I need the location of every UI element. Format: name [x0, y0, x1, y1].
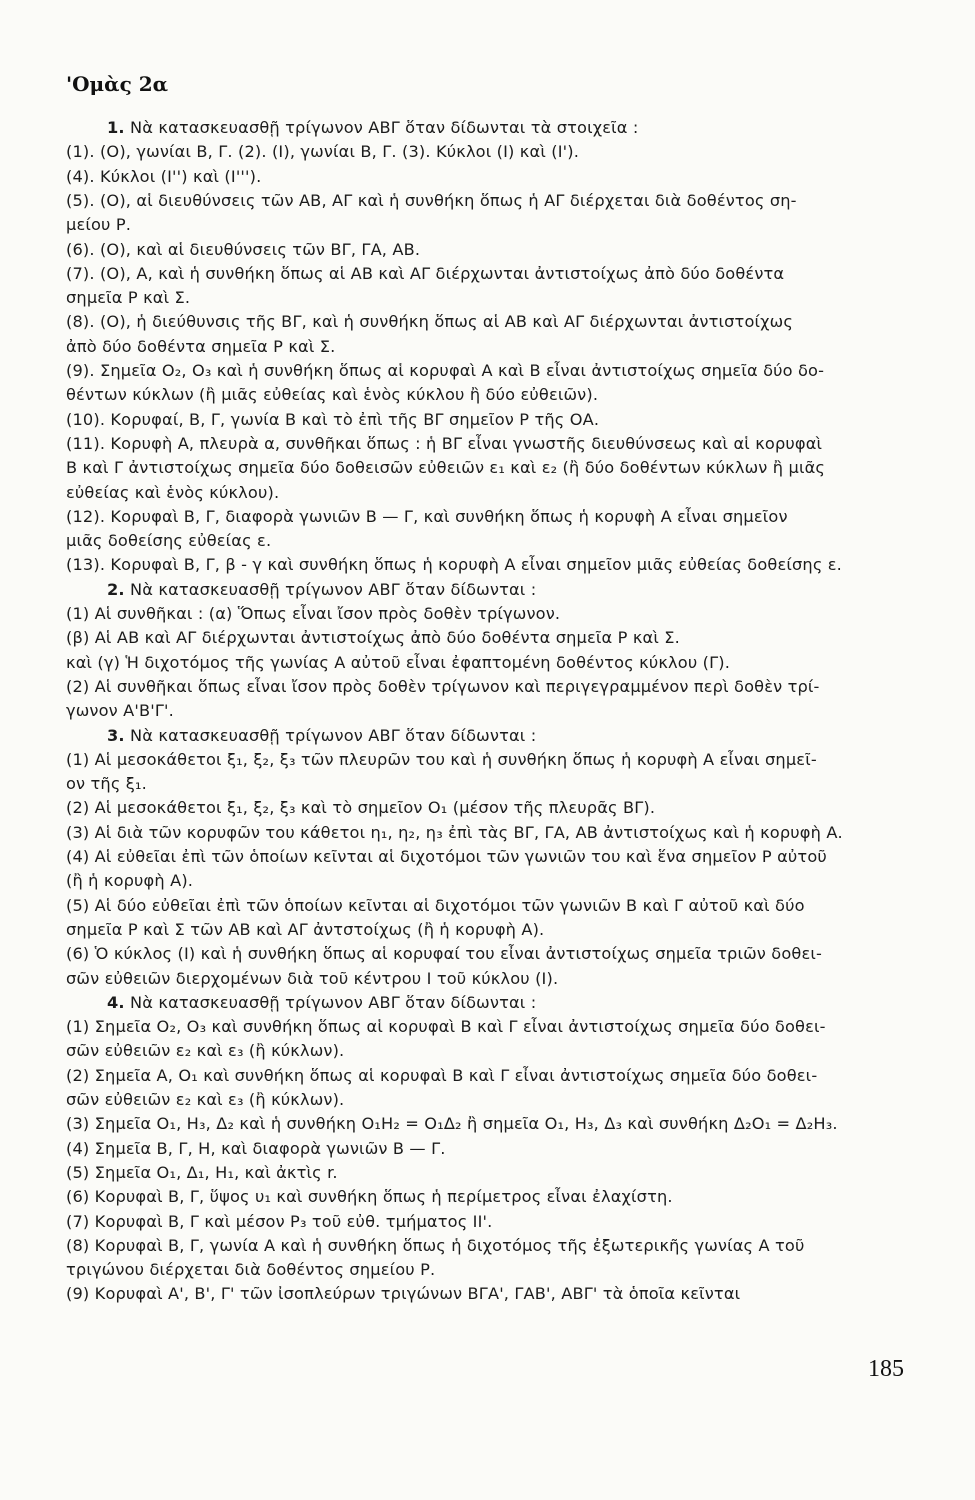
text-line: [66, 408, 914, 432]
line-text: (5). (Ο), αἱ διευθύνσεις τῶν ΑΒ, ΑΓ καὶ ἡ συνθήκη ὅπως ἡ ΑΓ διέρχεται διὰ δοθέντος ση-: [66, 190, 797, 210]
line-text: (6). (Ο), καὶ αἱ διευθύνσεις τῶν ΒΓ, ΓΑ, ΑΒ.: [66, 239, 421, 259]
text-line: [66, 748, 914, 772]
line-text: (1) Αἱ μεσοκάθετοι ξ₁, ξ₂, ξ₃ τῶν πλευρῶν του καὶ ἡ συνθήκη ὅπως ἡ κορυφὴ Α εἶναι σημεῖ-: [66, 749, 817, 769]
line-text: καὶ (γ) Ἡ διχοτόμος τῆς γωνίας Α αὐτοῦ εἶναι ἐφαπτομένη δοθέντος κύκλου (Γ).: [66, 652, 731, 672]
text-line: [66, 967, 914, 991]
text-line: [66, 796, 914, 820]
line-text: Νὰ κατασκευασθῇ τρίγωνον ΑΒΓ ὅταν δίδωνται :: [124, 579, 537, 599]
line-text: ἀπὸ δύο δοθέντα σημεῖα Ρ καὶ Σ.: [66, 336, 336, 356]
line-text: (10). Κορυφαί, Β, Γ, γωνία Β καὶ τὸ ἐπὶ τῆς ΒΓ σημεῖον Ρ τῆς ΟΑ.: [66, 409, 600, 429]
line-text: (5) Σημεῖα Ο₁, Δ₁, Η₁, καὶ ἀκτὶς r.: [66, 1162, 338, 1182]
line-text: (2) Σημεῖα Α, Ο₁ καὶ συνθήκη ὅπως αἱ κορυφαὶ Β καὶ Γ εἶναι ἀντιστοίχως σημεῖα δύο δοθει-: [66, 1065, 818, 1085]
text-line: [66, 821, 914, 845]
line-text: εὐθείας καὶ ἑνὸς κύκλου).: [66, 482, 280, 502]
text-line: [66, 359, 914, 383]
text-line: [66, 772, 914, 796]
text-line: [66, 238, 914, 262]
line-text: (6) Κορυφαὶ Β, Γ, ὕψος υ₁ καὶ συνθήκη ὅπως ἡ περίμετρος εἶναι ἐλαχίστη.: [66, 1187, 673, 1207]
line-text: (β) Αἱ ΑΒ καὶ ΑΓ διέρχωνται ἀντιστοίχως ἀπὸ δύο δοθέντα σημεῖα Ρ καὶ Σ.: [66, 628, 680, 648]
line-text: σημεῖα Ρ καὶ Σ τῶν ΑΒ καὶ ΑΓ ἀντστοίχως (ἢ ἡ κορυφὴ Α).: [66, 919, 545, 939]
text-line: [66, 651, 914, 675]
text-line: [66, 310, 914, 334]
line-text: τριγώνου διέρχεται διὰ δοθέντος σημείου Ρ.: [66, 1260, 436, 1280]
line-text: θέντων κύκλων (ἢ μιᾶς εὐθείας καὶ ἑνὸς κύκλου ἢ δύο εὐθειῶν).: [66, 385, 599, 405]
text-line: [66, 1210, 914, 1234]
line-text: (2) Αἱ μεσοκάθετοι ξ₁, ξ₂, ξ₃ καὶ τὸ σημεῖον Ο₁ (μέσον τῆς πλευρᾶς ΒΓ).: [66, 798, 656, 818]
text-line: [66, 1039, 914, 1063]
line-text: (12). Κορυφαὶ Β, Γ, διαφορὰ γωνιῶν Β — Γ, καὶ συνθήκη ὅπως ἡ κορυφὴ Α εἶναι σημεῖον: [66, 506, 788, 526]
text-line: [66, 894, 914, 918]
exercise-heading-line: [107, 116, 914, 140]
text-line: [66, 918, 914, 942]
line-text: (3) Σημεῖα Ο₁, Η₃, Δ₂ καὶ ἡ συνθήκη Ο₁Η₂ = Ο₁Δ₂ ἢ σημεῖα Ο₁, Η₃, Δ₃ καὶ συνθήκη Δ₂Ο₁ = Δ₂Η₃.: [66, 1114, 838, 1134]
text-line: [66, 869, 914, 893]
text-line: [66, 481, 914, 505]
line-text: μιᾶς δοθείσης εὐθείας ε.: [66, 531, 272, 551]
line-text: μείου Ρ.: [66, 215, 132, 235]
exercise-heading-line: [107, 724, 914, 748]
text-line: [66, 529, 914, 553]
line-text: Νὰ κατασκευασθῇ τρίγωνον ΑΒΓ ὅταν δίδωνται τὰ στοιχεῖα :: [124, 118, 639, 137]
line-text: (7) Κορυφαὶ Β, Γ καὶ μέσον Ρ₃ τοῦ εὐθ. τμήματος ΙΙ'.: [66, 1211, 493, 1231]
line-text: σῶν εὐθειῶν ε₂ καὶ ε₃ (ἢ κύκλων).: [66, 1090, 345, 1109]
text-line: [66, 942, 914, 966]
line-text: Νὰ κατασκευασθῇ τρίγωνον ΑΒΓ ὅταν δίδωνται :: [124, 725, 537, 745]
text-line: [66, 1234, 914, 1258]
text-line: [66, 1161, 914, 1185]
exercise-heading-line: [107, 991, 914, 1015]
text-line: [66, 1258, 914, 1282]
text-line: [66, 1137, 914, 1161]
text-line: [66, 286, 914, 310]
line-text: (3) Αἱ διὰ τῶν κορυφῶν του κάθετοι η₁, η₂, η₃ ἐπὶ τὰς ΒΓ, ΓΑ, ΑΒ ἀντιστοίχως καὶ ἡ κορυφὴ Α.: [66, 822, 843, 842]
text-line: [66, 383, 914, 407]
line-text: (8) Κορυφαὶ Β, Γ, γωνία Α καὶ ἡ συνθήκη ὅπως ἡ διχοτόμος τῆς ἐξωτερικῆς γωνίας Α τοῦ: [66, 1235, 805, 1255]
line-text: Β καὶ Γ ἀντιστοίχως σημεῖα δύο δοθεισῶν εὐθειῶν ε₁ καὶ ε₂ (ἢ δύο δοθέντων κύκλων ἢ μιᾶς: [66, 458, 826, 478]
text-line: [66, 602, 914, 626]
line-text: (4) Σημεῖα Β, Γ, Η, καὶ διαφορὰ γωνιῶν Β — Γ.: [66, 1138, 446, 1158]
line-text: Νὰ κατασκευασθῇ τρίγωνον ΑΒΓ ὅταν δίδωνται :: [124, 992, 537, 1012]
exercise-heading-line: [107, 578, 914, 602]
line-text: (11). Κορυφὴ Α, πλευρὰ α, συνθῆκαι ὅπως : ἡ ΒΓ εἶναι γνωστῆς διευθύνσεως καὶ αἱ κορυφαὶ: [66, 433, 823, 453]
line-text: (2) Αἱ συνθῆκαι ὅπως εἶναι ἴσον πρὸς δοθὲν τρίγωνον καὶ περιγεγραμμένον περὶ δοθὲν τρί-: [66, 676, 820, 696]
line-text: (9). Σημεῖα Ο₂, Ο₃ καὶ ἡ συνθήκη ὅπως αἱ κορυφαὶ Α καὶ Β εἶναι ἀντιστοίχως σημεῖα δύο δο-: [66, 361, 825, 380]
exercise-number: 4.: [107, 992, 125, 1012]
line-text: (4). Κύκλοι (Ι'') καὶ (Ι''').: [66, 166, 262, 186]
text-line: [66, 189, 914, 213]
line-text: (9) Κορυφαὶ Α', Β', Γ' τῶν ἰσοπλεύρων τριγώνων ΒΓΑ', ΓΑΒ', ΑΒΓ' τὰ ὁποῖα κεῖνται: [66, 1284, 741, 1304]
line-text: (1) Αἱ συνθῆκαι : (α) Ὅπως εἶναι ἴσον πρὸς δοθὲν τρίγωνον.: [66, 604, 561, 623]
exercise-number: 1.: [107, 118, 125, 137]
line-text: σῶν εὐθειῶν ε₂ καὶ ε₃ (ἢ κύκλων).: [66, 1041, 345, 1061]
text-line: [66, 1282, 914, 1306]
line-text: (6) Ὁ κύκλος (Ι) καὶ ἡ συνθήκη ὅπως αἱ κορυφαί του εἶναι ἀντιστοίχως σημεῖα τριῶν δοθει-: [66, 944, 822, 964]
line-text: γωνον Α'Β'Γ'.: [66, 701, 174, 721]
text-line: [66, 165, 914, 189]
text-line: [66, 1112, 914, 1136]
exercise-number: 3.: [107, 725, 125, 745]
text-line: [66, 262, 914, 286]
line-text: σῶν εὐθειῶν διερχομένων διὰ τοῦ κέντρου Ι τοῦ κύκλου (Ι).: [66, 968, 559, 988]
text-line: [66, 675, 914, 699]
line-text: (1). (Ο), γωνίαι Β, Γ. (2). (Ι), γωνίαι Β, Γ. (3). Κύκλοι (Ι) καὶ (Ι').: [66, 142, 579, 162]
line-text: (7). (Ο), Α, καὶ ἡ συνθήκη ὅπως αἱ ΑΒ καὶ ΑΓ διέρχωνται ἀντιστοίχως ἀπὸ δύο δοθέντα: [66, 263, 785, 283]
line-text: (4) Αἱ εὐθεῖαι ἐπὶ τῶν ὁποίων κεῖνται αἱ διχοτόμοι τῶν γωνιῶν του καὶ ἕνα σημεῖον Ρ αὐτοῦ: [66, 847, 827, 866]
text-line: [66, 140, 914, 164]
line-text: (13). Κορυφαὶ Β, Γ, β - γ καὶ συνθήκη ὅπως ἡ κορυφὴ Α εἶναι σημεῖον μιᾶς εὐθείας δοθείσης ε.: [66, 555, 842, 575]
line-text: σημεῖα Ρ καὶ Σ.: [66, 288, 191, 308]
text-line: [66, 213, 914, 237]
line-text: (1) Σημεῖα Ο₂, Ο₃ καὶ συνθήκη ὅπως αἱ κορυφαὶ Β καὶ Γ εἶναι ἀντιστοίχως σημεῖα δύο δοθει-: [66, 1017, 826, 1037]
text-line: [66, 1064, 914, 1088]
text-line: [66, 553, 914, 577]
text-line: [66, 456, 914, 480]
section-title: 'Ομὰς 2α: [66, 72, 169, 96]
exercise-number: 2.: [107, 579, 125, 599]
line-text: (ἢ ἡ κορυφὴ Α).: [66, 871, 194, 891]
line-text: ον τῆς ξ₁.: [66, 774, 147, 794]
page-number: 185: [868, 1356, 904, 1382]
text-line: [66, 1088, 914, 1112]
text-line: [66, 626, 914, 650]
text-line: [66, 432, 914, 456]
text-line: [66, 335, 914, 359]
text-line: [66, 699, 914, 723]
text-line: [66, 1185, 914, 1209]
text-line: [66, 505, 914, 529]
line-text: (8). (Ο), ἡ διεύθυνσις τῆς ΒΓ, καὶ ἡ συνθήκη ὅπως αἱ ΑΒ καὶ ΑΓ διέρχωνται ἀντιστοίχως: [66, 312, 793, 332]
text-line: [66, 845, 914, 869]
text-line: [66, 1015, 914, 1039]
line-text: (5) Αἱ δύο εὐθεῖαι ἐπὶ τῶν ὁποίων κεῖνται αἱ διχοτόμοι τῶν γωνιῶν Β καὶ Γ αὐτοῦ καὶ δύο: [66, 895, 805, 915]
